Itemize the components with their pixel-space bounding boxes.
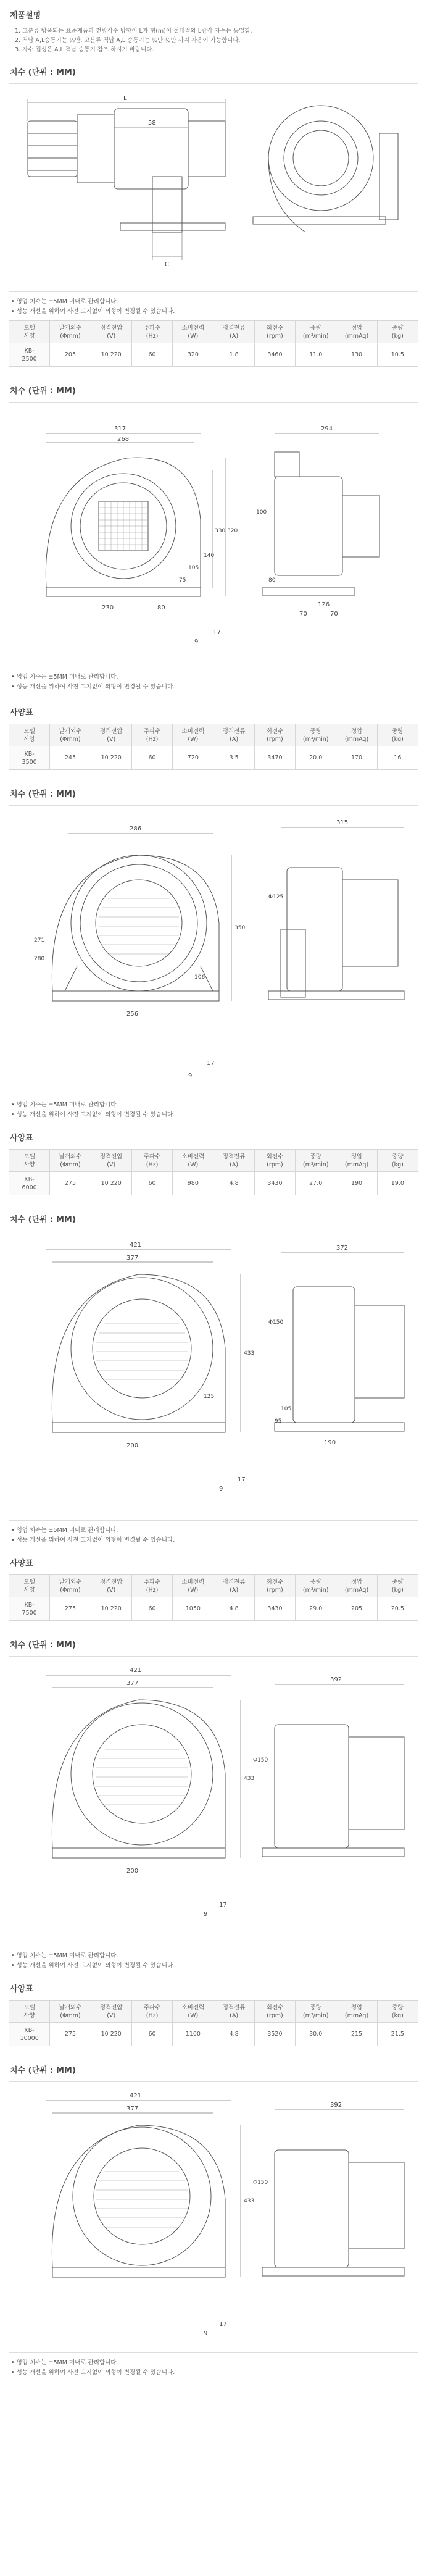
dim-label: 271 [34,937,45,943]
spec-table-kb6000 [9,1149,418,1195]
spec-cell: 275 [50,2023,91,2046]
blower-drawing [9,1231,418,1521]
dim-label: 280 [34,956,45,962]
note-tolerance: • 영업 치수는 ±5MM 미내로 관리합니다. [11,2359,118,2366]
spec-cell: 10 220 [91,1172,131,1195]
note-change: • 성능 개선을 위하여 사전 고지없이 외형이 변경될 수 있습니다. [11,2369,175,2376]
spec-cell: 21.5 [377,2023,418,2046]
spec-cell: KB- 3500 [9,746,50,770]
spec-row [9,2023,418,2046]
intro-note: 3. 자수 접성은 A,L 격납 승통기 참조 하시기 바랍니다. [15,46,154,53]
header-cell: 소비전력 (W) [173,724,214,746]
spec-cell: 3520 [254,2023,295,2046]
header-cell: 날개외수 (Φmm) [50,724,91,746]
dim-label: 9 [204,2330,208,2337]
spec-cell: 11.0 [296,343,336,367]
dim-label: 17 [219,2321,227,2328]
dim-label: 230 [102,604,114,611]
header-cell: 주파수 (Hz) [131,724,172,746]
header-cell: 소비전력 (W) [173,321,214,343]
drawing-kb2500 [9,83,418,292]
note-tolerance: • 영업 치수는 ±5MM 미내로 관리합니다. [11,1527,118,1534]
spec-cell: 170 [336,746,377,770]
spec-cell: KB- 7500 [9,1597,50,1621]
spec-cell: 60 [131,746,172,770]
dim-label: 256 [126,1011,139,1018]
spec-cell: 4.8 [214,2023,254,2046]
spec-cell: 20.5 [377,1597,418,1621]
spec-cell: 1100 [173,2023,214,2046]
motor-body [28,121,77,177]
dim-label: 433 [244,1776,255,1782]
header-cell: 풍량 (m³/min) [296,2001,336,2023]
note-tolerance: • 영업 치수는 ±5MM 미내로 관리합니다. [11,1952,118,1959]
dim-label: 75 [179,577,186,583]
spec-row [9,746,418,770]
header-cell: 풍량 (m³/min) [296,321,336,343]
dim-label: 105 [188,565,199,571]
spec-title: 사양표 [10,1984,33,1994]
header-cell: 주파수 (Hz) [131,321,172,343]
spec-cell: 10 220 [91,746,131,770]
notes-list [11,1526,418,1545]
dim-label: 377 [126,1680,139,1687]
header-cell: 모델 사양 [9,724,50,746]
dim-label: 317 [114,425,126,432]
header-cell: 회전수 (rpm) [254,1150,295,1172]
spec-cell: 3.5 [214,746,254,770]
note-change: • 성능 개선을 위하여 사전 고지없이 외형이 변경될 수 있습니다. [11,1111,175,1118]
note-change: • 성능 개선을 위하여 사전 고지없이 외형이 변경될 수 있습니다. [11,1537,175,1544]
spec-cell: 4.8 [214,1597,254,1621]
dim-label: 58 [148,120,156,127]
header-cell: 정압 (mmAq) [336,321,377,343]
spec-header-row [9,724,418,746]
header-cell: 정압 (mmAq) [336,2001,377,2023]
spec-title: 사양표 [10,708,33,717]
spec-cell: 205 [50,343,91,367]
dim-label: 80 [157,604,165,611]
intro-note: 2. 격납 A,L승통기는 ½만, 고분류 격납 A,L 승통기는 ½만 ½만 까지 사용이 가능합니다. [15,37,241,44]
header-cell: 정격전류 (A) [214,321,254,343]
dim-label: 106 [194,974,205,981]
dim-title: 치수 (단위 : MM) [10,1641,76,1650]
header-cell: 주파수 (Hz) [131,1150,172,1172]
header-cell: 풍량 (m³/min) [296,1575,336,1597]
spec-title: 사양표 [10,1134,33,1143]
notes-list [11,672,418,692]
spec-cell: 10 220 [91,2023,131,2046]
blower-drawing [9,2082,418,2353]
note-tolerance: • 영업 치수는 ±5MM 미내로 관리합니다. [11,298,118,305]
dim-label: 200 [126,1868,139,1875]
spec-cell: 29.0 [296,1597,336,1621]
dim-title: 치수 (단위 : MM) [10,2066,76,2075]
dim-label: 17 [238,1476,246,1483]
dim-label: 17 [213,629,221,636]
note-change: • 성능 개선을 위하여 사전 고지없이 외형이 변경될 수 있습니다. [11,684,175,690]
spec-row [9,343,418,367]
spec-table-kb2500 [9,320,418,367]
header-cell: 정격전류 (A) [214,1150,254,1172]
note-tolerance: • 영업 치수는 ±5MM 미내로 관리합니다. [11,674,118,680]
header-cell: 정격전압 (V) [91,2001,131,2023]
intro-title: 제품설명 [10,11,41,20]
dim-label: 126 [318,601,330,608]
blower-drawing [9,806,418,1095]
header-cell: 중량 (kg) [377,2001,418,2023]
spec-cell: 60 [131,343,172,367]
spec-cell: 980 [173,1172,214,1195]
spec-cell: KB- 10000 [9,2023,50,2046]
spec-header-row [9,1575,418,1597]
dim-label: 372 [336,1245,349,1252]
spec-cell: 3430 [254,1597,295,1621]
spec-cell: 60 [131,1597,172,1621]
header-cell: 회전수 (rpm) [254,724,295,746]
blower-drawing [9,403,418,667]
spec-cell: 215 [336,2023,377,2046]
spec-cell: 30.0 [296,2023,336,2046]
dim-label: 100 [256,509,267,516]
spec-table-kb7500 [9,1574,418,1621]
dim-label: 421 [130,2093,142,2099]
spec-cell: 4.8 [214,1172,254,1195]
dim-label: 9 [204,1911,208,1918]
header-cell: 모델 사양 [9,1150,50,1172]
blower-drawing [9,1657,418,1946]
spec-cell: 60 [131,2023,172,2046]
header-cell: 모델 사양 [9,321,50,343]
header-cell: 날개외수 (Φmm) [50,1150,91,1172]
header-cell: 회전수 (rpm) [254,321,295,343]
intro-notes [9,27,418,54]
header-cell: 회전수 (rpm) [254,2001,295,2023]
dim-title: 치수 (단위 : MM) [10,68,76,77]
spec-cell: 10 220 [91,1597,131,1621]
header-cell: 모델 사양 [9,1575,50,1597]
header-cell: 정격전류 (A) [214,724,254,746]
header-cell: 정압 (mmAq) [336,1150,377,1172]
notes-list [11,2358,418,2378]
dim-label: 17 [219,1902,227,1909]
header-cell: 날개외수 (Φmm) [50,321,91,343]
spec-cell: 19.0 [377,1172,418,1195]
dim-label: C [165,261,169,268]
drawing-kb7500 [9,1231,418,1521]
header-cell: 풍량 (m³/min) [296,724,336,746]
dim-label: 190 [324,1439,336,1446]
spec-cell: KB- 6000 [9,1172,50,1195]
dim-label: 315 [336,819,349,826]
header-cell: 풍량 (m³/min) [296,1150,336,1172]
spec-table-kb3500 [9,724,418,770]
dim-label: 125 [204,1394,215,1400]
header-cell: 회전수 (rpm) [254,1575,295,1597]
dim-label: 70 [299,611,307,617]
dim-label: Φ150 [253,2180,268,2186]
spec-cell: 27.0 [296,1172,336,1195]
dim-label: 9 [194,638,199,645]
header-cell: 정격전류 (A) [214,1575,254,1597]
notes-list [11,297,418,317]
spec-cell: 275 [50,1597,91,1621]
spec-title: 사양표 [10,1559,33,1568]
header-cell: 소비전력 (W) [173,1150,214,1172]
dim-label: 320 [227,528,238,534]
dim-label: 433 [244,2198,255,2204]
note-change: • 성능 개선을 위하여 사전 고지없이 외형이 변경될 수 있습니다. [11,308,175,315]
dim-title: 치수 (단위 : MM) [10,790,76,799]
header-cell: 날개외수 (Φmm) [50,2001,91,2023]
dim-label: 200 [126,1442,139,1449]
spec-cell: 205 [336,1597,377,1621]
intro-note: 1. 고분류 방폭되는 표준제품과 전방각수 방향이 L자 형(m)이 절대적와 L방각 자수는 동일함. [15,28,252,35]
spec-cell: 190 [336,1172,377,1195]
dim-label: 286 [130,826,142,832]
header-cell: 정압 (mmAq) [336,1575,377,1597]
header-cell: 정격전압 (V) [91,1575,131,1597]
header-cell: 중량 (kg) [377,1150,418,1172]
dim-title: 치수 (단위 : MM) [10,387,76,396]
spec-row [9,1172,418,1195]
spec-cell: 16 [377,746,418,770]
header-cell: 정격전압 (V) [91,724,131,746]
dim-label: 350 [234,925,246,931]
dim-label: 70 [330,611,338,617]
dim-label: Φ150 [268,1319,284,1326]
dim-label: 433 [244,1350,255,1357]
dim-label: 17 [207,1060,215,1067]
header-cell: 정격전압 (V) [91,1150,131,1172]
header-cell: 모델 사양 [9,2001,50,2023]
dim-label: 80 [268,577,276,583]
dim-label: 268 [117,436,130,443]
spec-cell: 245 [50,746,91,770]
dim-label: L [123,95,127,102]
spec-cell: 320 [173,343,214,367]
dim-label: 105 [281,1406,292,1412]
dim-label: 421 [130,1667,142,1674]
spec-table-kb10000 [9,2000,418,2046]
dim-title: 치수 (단위 : MM) [10,1215,76,1224]
note-change: • 성능 개선을 위하여 사전 고지없이 외형이 변경될 수 있습니다. [11,1962,175,1969]
drawing-kb6000 [9,805,418,1095]
dim-label: 330 [215,528,226,534]
note-tolerance: • 영업 치수는 ±5MM 미내로 관리합니다. [11,1102,118,1108]
header-cell: 정압 (mmAq) [336,724,377,746]
header-cell: 날개외수 (Φmm) [50,1575,91,1597]
spec-header-row [9,2001,418,2023]
header-cell: 중량 (kg) [377,724,418,746]
dim-label: 421 [130,1242,142,1248]
spec-cell: 275 [50,1172,91,1195]
spec-cell: 3470 [254,746,295,770]
notes-list [11,1100,418,1120]
spec-row [9,1597,418,1621]
spec-cell: 1.8 [214,343,254,367]
dim-label: 9 [219,1486,223,1492]
dim-label: 377 [126,1255,139,1261]
header-cell: 소비전력 (W) [173,1575,214,1597]
dim-label: 140 [204,553,215,559]
dim-label: 9 [188,1073,193,1079]
dim-label: 392 [330,1676,342,1683]
header-cell: 주파수 (Hz) [131,2001,172,2023]
notes-list [11,1951,418,1971]
spec-cell: KB- 2500 [9,343,50,367]
spec-cell: 10.5 [377,343,418,367]
header-cell: 중량 (kg) [377,321,418,343]
dim-label: 95 [275,1418,282,1424]
drawing-kb3500 [9,402,418,667]
spec-cell: 1050 [173,1597,214,1621]
spec-cell: 60 [131,1172,172,1195]
spec-header-row [9,1150,418,1172]
drawing-kb10000 [9,1656,418,1946]
spec-cell: 3460 [254,343,295,367]
header-cell: 주파수 (Hz) [131,1575,172,1597]
drawing-final [9,2081,418,2353]
header-cell: 정격전압 (V) [91,321,131,343]
spec-cell: 3430 [254,1172,295,1195]
blower-drawing [9,84,418,292]
spec-cell: 10 220 [91,343,131,367]
header-cell: 소비전력 (W) [173,2001,214,2023]
spec-header-row [9,321,418,343]
dim-label: 392 [330,2102,342,2109]
dim-label: Φ150 [253,1757,268,1763]
header-cell: 중량 (kg) [377,1575,418,1597]
header-cell: 정격전류 (A) [214,2001,254,2023]
spec-cell: 720 [173,746,214,770]
spec-cell: 130 [336,343,377,367]
dim-label: 377 [126,2106,139,2112]
spec-cell: 20.0 [296,746,336,770]
dim-label: Φ125 [268,894,284,900]
dim-label: 294 [321,425,333,432]
